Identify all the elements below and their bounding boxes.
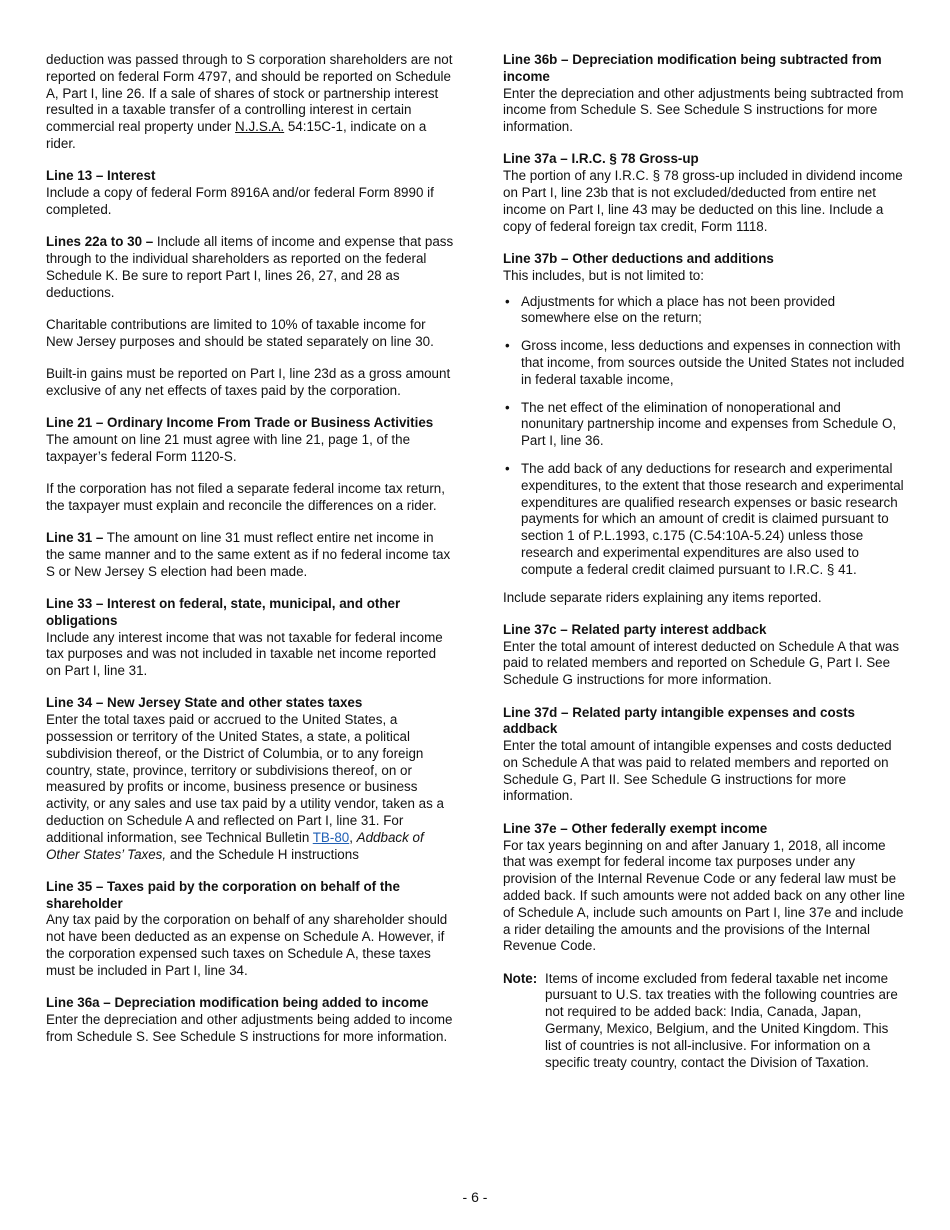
section-heading: Line 34 – New Jersey State and other states taxes (46, 695, 363, 711)
section-line-37d (503, 705, 907, 806)
section-line-13 (46, 168, 454, 218)
section-body: Include all items of income and expense that pass through to the individual shareholders as reported on the federal Schedule K. Be sure to report Part I, lines 26, 27, and 28 as deductions. (46, 234, 454, 300)
bulletin-title: Addback of Other States’ Taxes, (46, 829, 424, 862)
section-heading: Line 31 – (46, 530, 104, 546)
section-line-37a (503, 151, 907, 235)
section-heading: Line 36a – Depreciation modification being added to income (46, 995, 429, 1011)
section-heading: Line 35 – Taxes paid by the corporation on behalf of the shareholder (46, 878, 400, 911)
line-37b-list (503, 294, 907, 579)
section-lines-22a-30 (46, 234, 454, 301)
section-body: The amount on line 21 must agree with line 21, page 1, of the taxpayer’s federal Form 1120-S. (46, 431, 411, 464)
treaty-note (503, 971, 907, 1072)
section-heading: Line 37c – Related party interest addback (503, 621, 767, 637)
section-body: Enter the depreciation and other adjustments being added to income from Schedule S. See Schedule S instructions for more information. (46, 1011, 453, 1044)
section-line-37c (503, 622, 907, 689)
section-body: The portion of any I.R.C. § 78 gross-up included in dividend income on Part I, line 23b that is not excluded/deducted from entire net income on Part I, line 43 may be deducted on this line. Include a copy of federal foreign tax credit, Form 1118. (503, 168, 903, 234)
builtin-gains-paragraph: Built-in gains must be reported on Part I, line 23d as a gross amount exclusive of any net effects of taxes paid by the corporation. (46, 365, 451, 398)
note-body: Items of income excluded from federal taxable net income pursuant to U.S. tax treaties with the following countries are not required to be added back: India, Canada, Japan, Germany, Mexico, Belgium, and the United Kingdom. This list of countries is not all-inclusive. For information on a specific treaty country, contact the Division of Taxation. (545, 970, 898, 1070)
section-body: Include a copy of federal Form 8916A and/or federal Form 8990 if completed. (46, 185, 434, 217)
section-body: Include any interest income that was not taxable for federal income tax purposes and was not included in taxable net income reported on Part I, line 31. (46, 629, 443, 679)
section-heading: Line 21 – Ordinary Income From Trade or Business Activities (46, 415, 434, 431)
note-label: Note: (503, 970, 538, 986)
section-body: For tax years beginning on and after January 1, 2018, all income that was exempt for federal income tax purposes under any provision of the Internal Revenue Code or any federal law must be added back. If such amounts were not added back on any other line of Schedule A, include such amounts on Part I, line 37e and include a rider detailing the amounts and the provisions of the Internal Revenue Code. (503, 837, 905, 954)
section-body-text: Enter the total taxes paid or accrued to the United States, a possession or territory of the United States, a state, a political subdivision thereof, or the District of Columbia, or to any foreign country, state, province, territory or subdivisions thereof, on or measured by profits or income, business presence or business activity, or any sales and use tax paid by a utility vendor, taken as a deduction on Schedule A and reflected on Part I, line 31. For additional information, see Technical Bulletin (46, 712, 444, 845)
section-line-31 (46, 530, 454, 580)
section-heading: Line 36b – Depreciation modification being subtracted from income (503, 52, 882, 84)
intro-text-end: 54:15C-1, indicate on a rider. (46, 119, 427, 151)
tb-80-link[interactable]: TB-80 (312, 829, 350, 845)
list-item: • The add back of any deductions for research and experimental expenditures, to the extent that those research and experimental expenditures are qualified research expenses or basic research payments for which an amount of credit is claimed pursuant to section 1 of P.L.1993, c.175 (C.54:10A-5.24) unless those research and experimental expenditures are also used to compute a federal credit claimed pursuant to I.R.C. § 41. (503, 461, 907, 579)
njsa-reference: N.J.S.A. (235, 119, 285, 135)
section-line-37b (503, 251, 907, 285)
section-body: Any tax paid by the corporation on behalf of any shareholder should not have been deducted as an expense on Schedule A. However, if the corporation expensed such taxes on Schedule A, these taxes must be included in Part I, line 34. (46, 912, 448, 978)
right-column (503, 52, 907, 1071)
charitable-paragraph: Charitable contributions are limited to 10% of taxable income for New Jersey purposes and should be stated separately on line 30. (46, 316, 434, 349)
section-line-36a (46, 995, 454, 1045)
section-heading: Lines 22a to 30 – (46, 234, 154, 250)
riders-paragraph: Include separate riders explaining any items reported. (503, 589, 822, 605)
section-line-33 (46, 596, 454, 680)
section-body: The amount on line 31 must reflect entire net income in the same manner and to the same extent as if no federal income tax S or New Jersey S election had been made. (46, 530, 451, 579)
section-heading: Line 37d – Related party intangible expenses and costs addback (503, 704, 855, 737)
section-heading: Line 33 – Interest on federal, state, municipal, and other obligations (46, 595, 401, 628)
separator: , (349, 829, 357, 845)
section-heading: Line 37a – I.R.C. § 78 Gross-up (503, 151, 699, 167)
section-body: Enter the total amount of intangible expenses and costs deducted on Schedule A that was paid to related members and reported on Schedule G, Part II. See Schedule G instructions for more information. (503, 738, 892, 804)
section-line-35 (46, 879, 454, 980)
list-item: • The net effect of the elimination of nonoperational and nonunitary partnership income and expenses from Schedule O, Part I, line 36. (503, 400, 907, 450)
section-heading: Line 37b – Other deductions and additions (503, 250, 774, 266)
section-line-36b (503, 52, 907, 136)
section-heading: Line 37e – Other federally exempt income (503, 820, 768, 836)
page-number: - 6 - (462, 1189, 488, 1205)
section-body-tail: and the Schedule H instructions (166, 846, 359, 862)
section-body: Enter the depreciation and other adjustments being subtracted from income from Schedule S. See Schedule S instructions for more information. (503, 85, 904, 135)
section-body: Enter the total amount of interest deducted on Schedule A that was paid to related members and reported on Schedule G, Part I. See Schedule G instructions for more information. (503, 638, 900, 688)
list-item: • Adjustments for which a place has not been provided somewhere else on the return; (503, 294, 907, 328)
section-line-37e (503, 821, 907, 955)
list-item: • Gross income, less deductions and expenses in connection with that income, from sources outside the United States not included in federal taxable income, (503, 338, 907, 388)
intro-text: deduction was passed through to S corporation shareholders are not reported on federal Form 4797, and should be reported on Schedule A, Part I, line 26. If a sale of shares of stock or partnership interest resulted in a taxable transfer of a controlling interest in certain commercial real property under (46, 52, 453, 135)
section-body: This includes, but is not limited to: (503, 267, 704, 283)
section-heading: Line 13 – Interest (46, 168, 156, 184)
intro-paragraph (46, 52, 454, 153)
section-body (46, 712, 444, 861)
line-21-rider-paragraph: If the corporation has not filed a separate federal income tax return, the taxpayer must explain and reconcile the differences on a rider. (46, 480, 445, 513)
section-line-34 (46, 695, 454, 863)
section-line-21 (46, 415, 454, 465)
left-column (46, 52, 454, 1061)
